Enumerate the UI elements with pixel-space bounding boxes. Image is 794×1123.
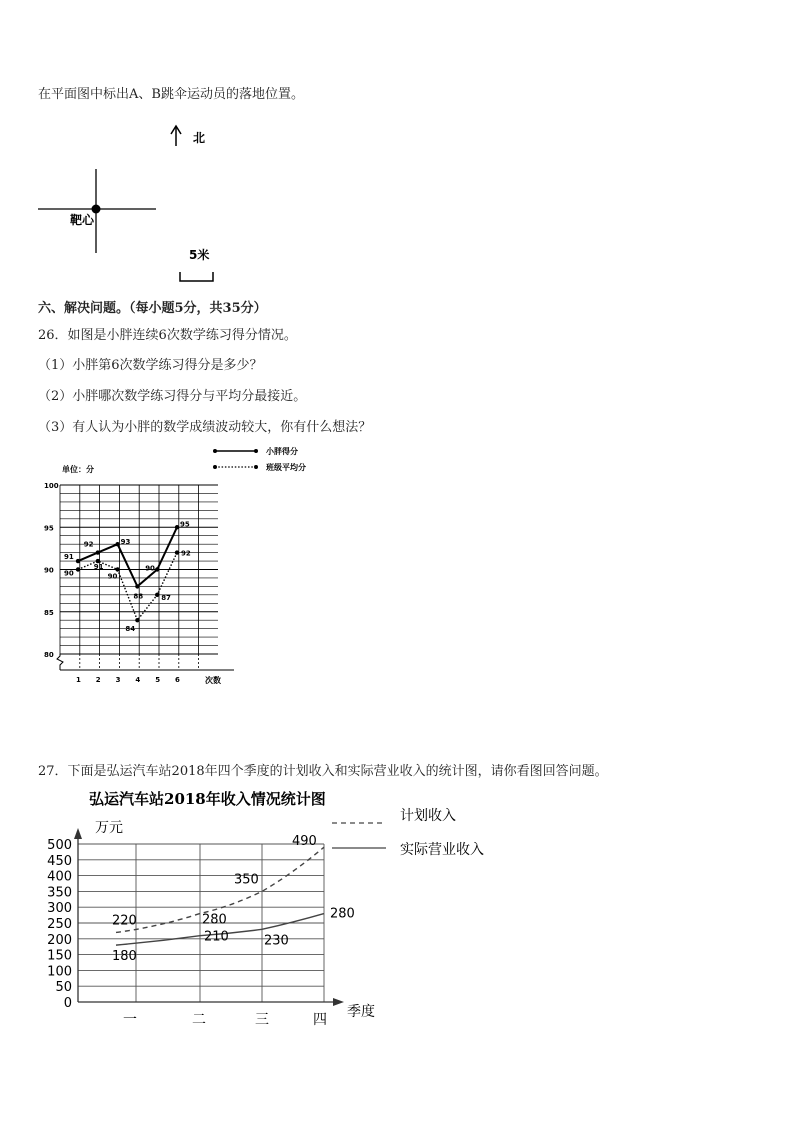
- chart2-data-label: 210: [204, 929, 229, 945]
- legend-series1-label: 小胖得分: [266, 447, 298, 456]
- chart2-legend: [332, 807, 484, 858]
- chart1-unit-label: 单位：分: [62, 465, 94, 474]
- legend-series2-label: 班级平均分: [266, 463, 306, 472]
- chart2-data-label: 350: [234, 872, 259, 888]
- chart2-y-tick-label: 350: [47, 885, 72, 901]
- chart2-x-tick-label: 三: [255, 1012, 269, 1028]
- chart1-x-tick-label: 1: [76, 676, 81, 684]
- chart2-data-label: 180: [112, 949, 137, 965]
- chart2-x-tick-label: 四: [313, 1012, 327, 1028]
- chart2-y-tick-label: 100: [47, 964, 72, 980]
- chart1-data-label: 91: [93, 563, 104, 572]
- q26-sub2: （2）小胖哪次数学练习得分与平均分最接近。: [38, 389, 307, 404]
- chart2-x-tick-label: 一: [123, 1012, 137, 1028]
- chart1-y-tick-label: 100: [44, 482, 59, 490]
- chart1-data-label: 92: [181, 549, 191, 558]
- legend-actual-label: 实际营业收入: [400, 842, 484, 858]
- chart2-y-tick-label: 150: [47, 948, 72, 964]
- y-axis-arrow-icon: [74, 828, 82, 839]
- chart1-data-label: 87: [161, 593, 171, 602]
- chart1-data-label: 84: [125, 625, 136, 634]
- chart2-x-tick-label: 二: [192, 1012, 206, 1028]
- chart2-y-tick-label: 200: [47, 932, 72, 948]
- chart1-x-tick-label: 3: [115, 676, 121, 684]
- chart2-data-label: 490: [292, 834, 317, 850]
- chart1-y-tick-label: 95: [44, 524, 54, 533]
- center-label: 靶心: [70, 213, 95, 227]
- q26-sub3: （3）有人认为小胖的数学成绩波动较大，你有什么想法？: [38, 420, 372, 435]
- chart1-x-tick-label: 5: [155, 676, 161, 684]
- chart2-y-tick-label: 250: [47, 917, 72, 932]
- chart1-y-tick-label: 80: [44, 651, 54, 659]
- scale-label: 5米: [189, 248, 210, 262]
- chart2-y-tick-label: 300: [47, 901, 72, 917]
- north-label: 北: [193, 131, 206, 145]
- chart2-x-ticks: [123, 1012, 327, 1028]
- chart2-series: [112, 834, 355, 964]
- chart2-data-label: 280: [330, 906, 355, 922]
- chart2-y-tick-label: 450: [47, 853, 72, 869]
- map-question-prompt: 在平面图中标出A、B跳伞运动员的落地位置。: [38, 87, 304, 102]
- chart1-x-axis-label: 次数: [205, 676, 221, 685]
- chart2-y-tick-label: 0: [63, 996, 72, 1011]
- x-axis-arrow-icon: [333, 998, 344, 1006]
- legend-plan-label: 计划收入: [400, 808, 456, 824]
- q27-title: 27．下面是弘运汽车站2018年四个季度的计划收入和实际营业收入的统计图，请你看图回答问题。: [38, 764, 608, 779]
- q26-sub1: （1）小胖第6次数学练习得分是多少？: [38, 358, 263, 373]
- chart2-y-tick-label: 50: [55, 980, 72, 996]
- chart2-unit-label: 万元: [95, 820, 123, 836]
- chart1-data-label: 92: [83, 540, 94, 549]
- chart2-data-label: 220: [112, 913, 137, 929]
- chart2-title: 弘运汽车站2018年收入情况统计图: [89, 790, 326, 808]
- chart2-y-tick-label: 500: [47, 838, 72, 853]
- chart1-data-label: 93: [120, 538, 131, 547]
- chart1-data-label: 88: [133, 592, 144, 601]
- section6-heading: 六、解决问题。（每小题5分，共35分）: [38, 301, 267, 316]
- chart1-x-tick-label: 4: [135, 676, 141, 684]
- chart1-data-label: 95: [180, 520, 190, 529]
- chart1-x-tick-label: 2: [95, 676, 101, 684]
- chart2-y-ticks: [47, 838, 72, 1011]
- chart2-data-label: 230: [264, 933, 289, 949]
- chart2-data-label: 280: [202, 912, 227, 928]
- chart1-data-label: 90: [64, 569, 74, 578]
- chart1-y-tick-label: 90: [44, 566, 54, 575]
- chart1-data-label: 90: [145, 564, 155, 573]
- chart1-y-tick-label: 85: [44, 608, 54, 617]
- chart2-x-axis-label: 季度: [347, 1004, 375, 1020]
- chart1-data-label: 90: [107, 572, 118, 581]
- q26-title: 26．如图是小胖连续6次数学练习得分情况。: [38, 328, 297, 343]
- chart1-data-label: 91: [64, 553, 74, 562]
- chart1-x-tick-label: 6: [175, 676, 180, 684]
- chart2-y-tick-label: 400: [47, 869, 72, 885]
